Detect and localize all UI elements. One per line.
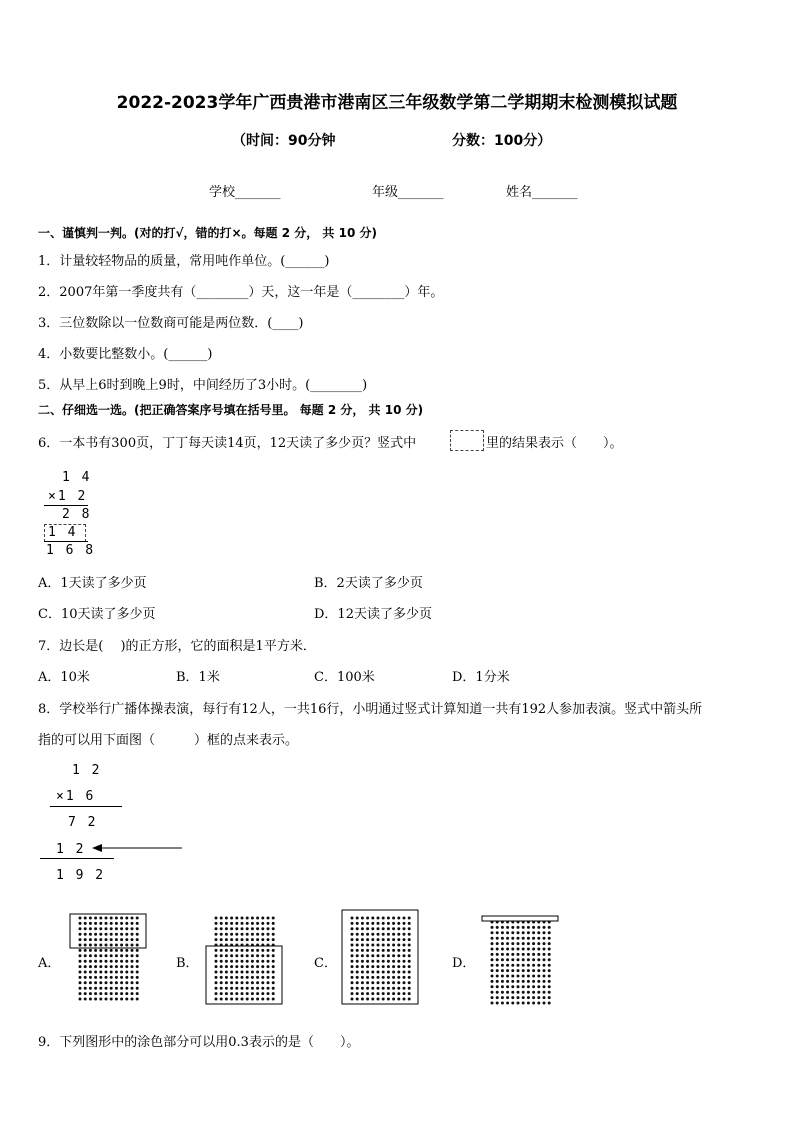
- q6-option-a[interactable]: A．1天读了多少页: [38, 576, 147, 591]
- q6-option-c[interactable]: C．10天读了多少页: [38, 607, 156, 622]
- q8-calc-row1: 1 2: [72, 763, 102, 778]
- dot-grid-figure-b[interactable]: [202, 912, 286, 1008]
- q8-calc-line2: [40, 858, 114, 859]
- dashed-box-marker: [450, 430, 484, 451]
- dot-grid-figure-a[interactable]: [66, 912, 150, 1008]
- q8-option-d-label[interactable]: D．: [452, 956, 476, 971]
- section2-heading: 二、仔细选一选。(把正确答案序号填在括号里。 每题 2 分， 共 10 分): [38, 403, 424, 417]
- q8-calc-line1: [50, 806, 122, 807]
- name-field[interactable]: 姓名_______: [506, 185, 578, 200]
- grade-field[interactable]: 年级_______: [372, 185, 444, 200]
- q6-calc-row2: ×1 2: [48, 489, 88, 504]
- q8-option-b-label[interactable]: B．: [176, 956, 199, 971]
- q8-option-c-label[interactable]: C．: [314, 956, 337, 971]
- q7-option-b[interactable]: B．1米: [176, 670, 220, 685]
- q8-calc-row2: ×1 6: [56, 789, 96, 804]
- exam-time: （时间：90分钟: [232, 133, 336, 149]
- q7-option-c[interactable]: C．100米: [314, 670, 375, 685]
- q6-calc-row5: 1 6 8: [46, 543, 96, 558]
- question-8-text-line1: 8．学校举行广播体操表演，每行有12人，一共16行，小明通过竖式计算知道一共有192人参加表演。竖式中箭头所: [38, 702, 703, 717]
- question-9-text: 9．下列图形中的涂色部分可以用0.3表示的是（ ）。: [38, 1035, 360, 1050]
- q7-option-d[interactable]: D．1分米: [452, 670, 510, 685]
- question-6-text: 6．一本书有300页，丁丁每天读14页，12天读了多少页？竖式中: [38, 436, 417, 451]
- page-title: 2022-2023学年广西贵港市港南区三年级数学第二学期期末检测模拟试题: [116, 93, 678, 113]
- q6-calc-line1: [44, 505, 88, 506]
- question-7-text: 7．边长是( )的正方形，它的面积是1平方米．: [38, 639, 316, 654]
- q6-option-b[interactable]: B．2天读了多少页: [314, 576, 423, 591]
- question-1: 1．计量较轻物品的质量，常用吨作单位。(______): [38, 254, 330, 269]
- dot-grid-figure-d[interactable]: [478, 912, 562, 1008]
- q8-calc-row5: 1 9 2: [56, 868, 106, 883]
- school-field[interactable]: 学校_______: [209, 185, 281, 200]
- q6-calc-line2: [44, 541, 88, 542]
- q6-calc-row1: 1 4: [62, 470, 92, 485]
- q8-calc-row3: 7 2: [68, 815, 98, 830]
- arrow-icon: [92, 841, 184, 855]
- q7-option-a[interactable]: A．10米: [38, 670, 90, 685]
- question-2: 2．2007年第一季度共有（________）天，这一年是（________）年。: [38, 285, 444, 300]
- section1-heading: 一、谨慎判一判。(对的打√，错的打×。每题 2 分， 共 10 分): [38, 226, 377, 240]
- question-4: 4．小数要比整数小。(______): [38, 347, 213, 362]
- q8-option-a-label[interactable]: A．: [38, 956, 61, 971]
- exam-score: 分数：100分）: [452, 133, 552, 149]
- question-6-text-end: 里的结果表示（ ）。: [486, 436, 623, 451]
- question-8-text-line2: 指的可以用下面图（ ）框的点来表示。: [38, 733, 299, 748]
- dot-grid-figure-c[interactable]: [338, 908, 422, 1008]
- q6-calc-row3: 2 8: [62, 507, 92, 522]
- question-5: 5．从早上6时到晚上9时，中间经历了3小时。(________): [38, 378, 368, 393]
- q6-calc-row4: 1 4: [48, 525, 78, 540]
- q6-option-d[interactable]: D．12天读了多少页: [314, 607, 432, 622]
- question-3: 3．三位数除以一位数商可能是两位数．(____): [38, 316, 304, 331]
- q8-calc-row4: 1 2: [56, 842, 86, 857]
